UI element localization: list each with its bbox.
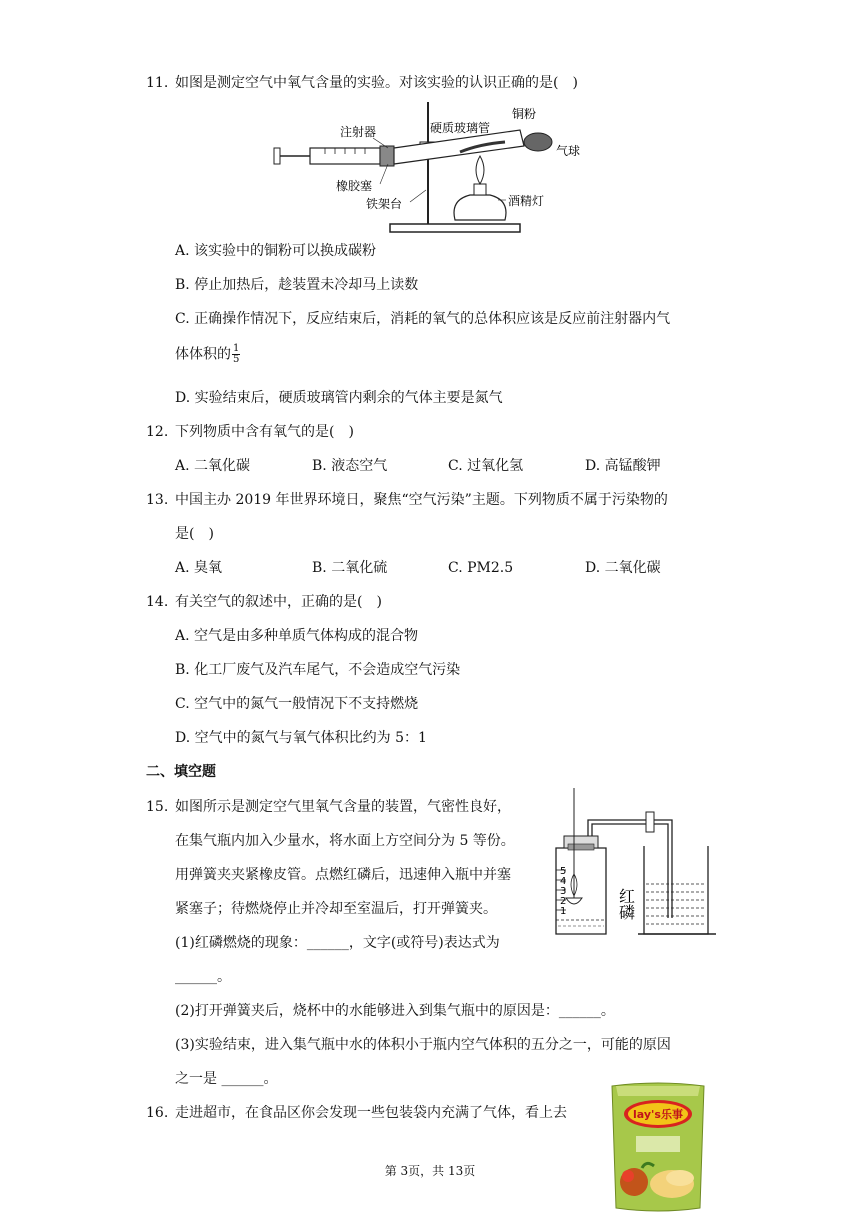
q14-option-c: C. 空气中的氮气一般情况下不支持燃烧 [175,696,419,712]
mark-4: 4 [560,876,567,887]
q14-stem: 有关空气的叙述中，正确的是( ) [175,594,382,610]
q11-option-c-text: 体体积的 [175,346,231,363]
q13-number: 13. [146,492,169,508]
q14-option-a: A. 空气是由多种单质气体构成的混合物 [175,628,419,644]
q15-line2: 在集气瓶内加入少量水，将水面上方空间分为 5 等份。 [175,833,515,849]
label-copper: 铜粉 [512,107,537,121]
label-stopper: 橡胶塞 [336,179,373,193]
q15-line1: 如图所示是测定空气里氧气含量的装置，气密性良好， [175,799,511,815]
q11-number: 11. [146,75,169,91]
q12-number: 12. [146,424,169,440]
q12-option-d: D. 高锰酸钾 [585,458,661,474]
mark-3: 3 [560,886,567,897]
q15-apparatus-figure [548,788,718,938]
q14-option-d: D. 空气中的氮气与氧气体积比约为 5：1 [175,730,427,746]
q15-part1-line2: ______。 [175,969,231,985]
label-syringe: 注射器 [340,125,377,139]
mark-2: 2 [560,896,567,907]
q11-apparatus-figure [270,100,600,240]
q16-stem: 走进超市，在食品区你会发现一些包装袋内充满了气体，看上去 [175,1105,567,1121]
q14-option-b: B. 化工厂废气及汽车尾气，不会造成空气污染 [175,662,461,678]
q12-option-c: C. 过氧化氢 [448,458,524,474]
section-heading-fill-in: 二、填空题 [146,764,216,780]
q15-part3-line1: (3)实验结束，进入集气瓶中水的体积小于瓶内空气体积的五分之一，可能的原因 [175,1037,671,1053]
q15-line4: 紧塞子；待燃烧停止并冷却至室温后，打开弹簧夹。 [175,901,497,917]
q16-number: 16. [146,1105,169,1121]
q13-stem-line1: 中国主办 2019 年世界环境日，聚焦“空气污染”主题。下列物质不属于污染物的 [175,492,668,508]
label-red-phosphorus: 红磷 [616,888,636,920]
q15-line3: 用弹簧夹夹紧橡皮管。点燃红磷后，迅速伸入瓶中并塞 [175,867,511,883]
q13-option-b: B. 二氧化硫 [312,560,388,576]
q11-option-c-line2 [175,344,240,365]
q12-stem: 下列物质中含有氧气的是( ) [175,424,354,440]
q13-option-a: A. 臭氧 [175,560,223,576]
q11-option-d: D. 实验结束后，硬质玻璃管内剩余的气体主要是氮气 [175,390,503,406]
chips-bag-image [606,1082,710,1212]
q15-part1-line1: (1)红磷燃烧的现象：______，文字(或符号)表达式为 [175,935,500,951]
q11-option-c-line1: C. 正确操作情况下，反应结束后，消耗的氧气的总体积应该是反应前注射器内气 [175,311,671,327]
mark-5: 5 [560,866,567,877]
q12-option-b: B. 液态空气 [312,458,388,474]
q11-option-b: B. 停止加热后，趁装置未冷却马上读数 [175,277,419,293]
q13-option-d: D. 二氧化碳 [585,560,661,576]
label-balloon: 气球 [556,144,581,158]
label-lamp: 酒精灯 [508,194,545,208]
q14-number: 14. [146,594,169,610]
q15-part3-line2: 之一是 ______。 [175,1071,278,1087]
q13-option-c: C. PM2.5 [448,560,514,576]
fraction-one-fifth: $\frac{1}{5}$ [233,343,240,365]
q11-stem: 如图是测定空气中氧气含量的实验。对该实验的认识正确的是( ) [175,75,578,91]
mark-1: 1 [560,906,567,917]
page-footer: 第 3页，共 13页 [384,1164,476,1178]
q12-option-a: A. 二氧化碳 [175,458,251,474]
q15-number: 15. [146,799,169,815]
bag-brand-text: lay's乐事 [633,1108,683,1121]
q15-part2: (2)打开弹簧夹后，烧杯中的水能够进入到集气瓶中的原因是：______。 [175,1003,615,1019]
q11-option-a: A. 该实验中的铜粉可以换成碳粉 [175,243,377,259]
label-tube: 硬质玻璃管 [430,121,491,135]
label-stand: 铁架台 [366,197,403,211]
q13-stem-line2: 是( ) [175,526,214,542]
